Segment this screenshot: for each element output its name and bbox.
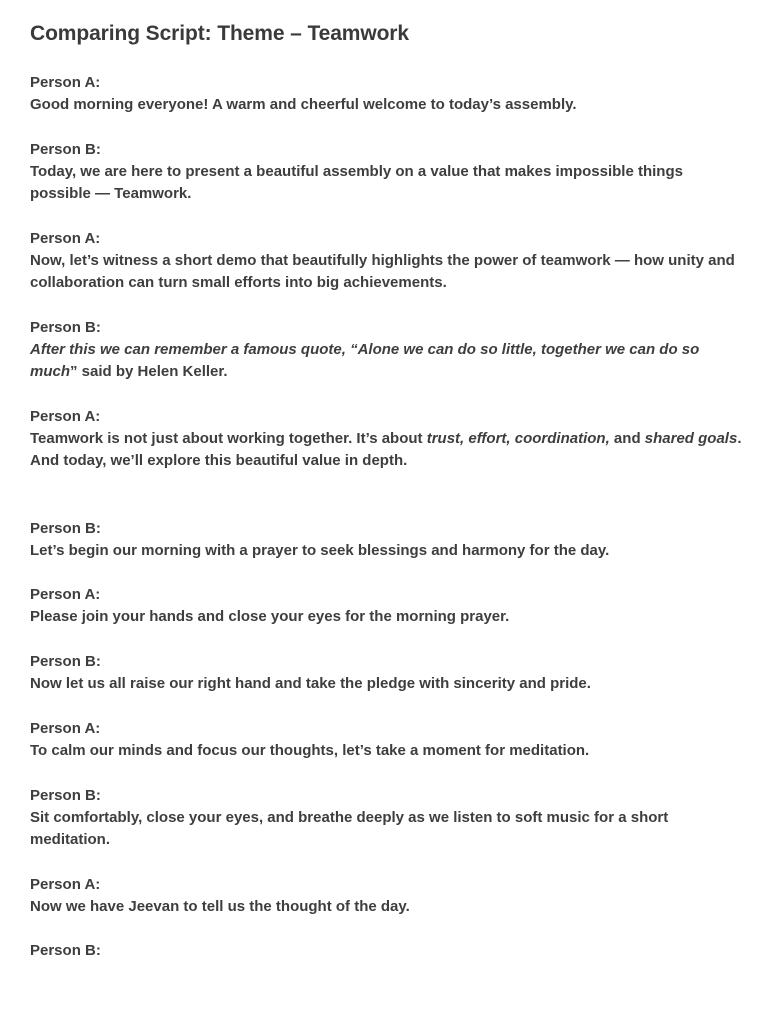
dialogue-text: Teamwork is not just about working together. It’s about trust, effort, coordination, and shared goals. And today, we’ll explore this beautiful value in depth. (30, 430, 742, 469)
speaker-label: Person A: (30, 230, 101, 247)
dialogue-block (30, 228, 742, 294)
dialogue-text: Let’s begin our morning with a prayer to seek blessings and harmony for the day. (30, 542, 610, 559)
dialogue-block (30, 139, 742, 205)
dialogue-block (30, 584, 742, 628)
dialogue-text: Please join your hands and close your eyes for the morning prayer. (30, 608, 510, 625)
dialogue-text: Now let us all raise our right hand and take the pledge with sincerity and pride. (30, 675, 591, 692)
speaker-label: Person B: (30, 787, 101, 804)
quote-text: After this we can remember a famous quote, “Alone we can do so little, together we can do so much (30, 341, 700, 380)
dialogue-text: Good morning everyone! A warm and cheerful welcome to today’s assembly. (30, 96, 577, 113)
document-page (30, 20, 742, 48)
dialogue-block (30, 406, 742, 472)
speaker-label: Person B: (30, 653, 101, 670)
speaker-label: Person A: (30, 720, 101, 737)
dialogue-block (30, 518, 742, 562)
dialogue-text: Now we have Jeevan to tell us the thought of the day. (30, 898, 410, 915)
speaker-label: Person B: (30, 319, 101, 336)
speaker-label: Person B: (30, 520, 101, 537)
speaker-label: Person A: (30, 408, 101, 425)
speaker-label: Person B: (30, 942, 101, 959)
speaker-label: Person A: (30, 586, 101, 603)
speaker-label: Person A: (30, 876, 101, 893)
dialogue-block (30, 317, 742, 383)
dialogue-text: Sit comfortably, close your eyes, and breathe deeply as we listen to soft music for a short meditation. (30, 809, 669, 848)
dialogue-block (30, 785, 742, 851)
dialogue-text: Now, let’s witness a short demo that beautifully highlights the power of teamwork — how unity and collaboration can turn small efforts into big achievements. (30, 252, 735, 291)
dialogue-text: Today, we are here to present a beautiful assembly on a value that makes impossible things possible — Teamwork. (30, 163, 683, 202)
emphasis-text: trust, effort, coordination, (426, 430, 610, 447)
dialogue-block (30, 651, 742, 695)
dialogue-text: To calm our minds and focus our thoughts, let’s take a moment for meditation. (30, 742, 590, 759)
dialogue-block (30, 718, 742, 762)
speaker-label: Person B: (30, 141, 101, 158)
document-title: Comparing Script: Theme – Teamwork (30, 22, 409, 45)
dialogue-block (30, 72, 742, 116)
speaker-label: Person A: (30, 74, 101, 91)
dialogue-text: After this we can remember a famous quote, “Alone we can do so little, together we can do so much” said by Helen Keller. (30, 341, 700, 380)
dialogue-block (30, 874, 742, 918)
emphasis-text: shared goals (644, 430, 738, 447)
dialogue-block (30, 940, 742, 962)
